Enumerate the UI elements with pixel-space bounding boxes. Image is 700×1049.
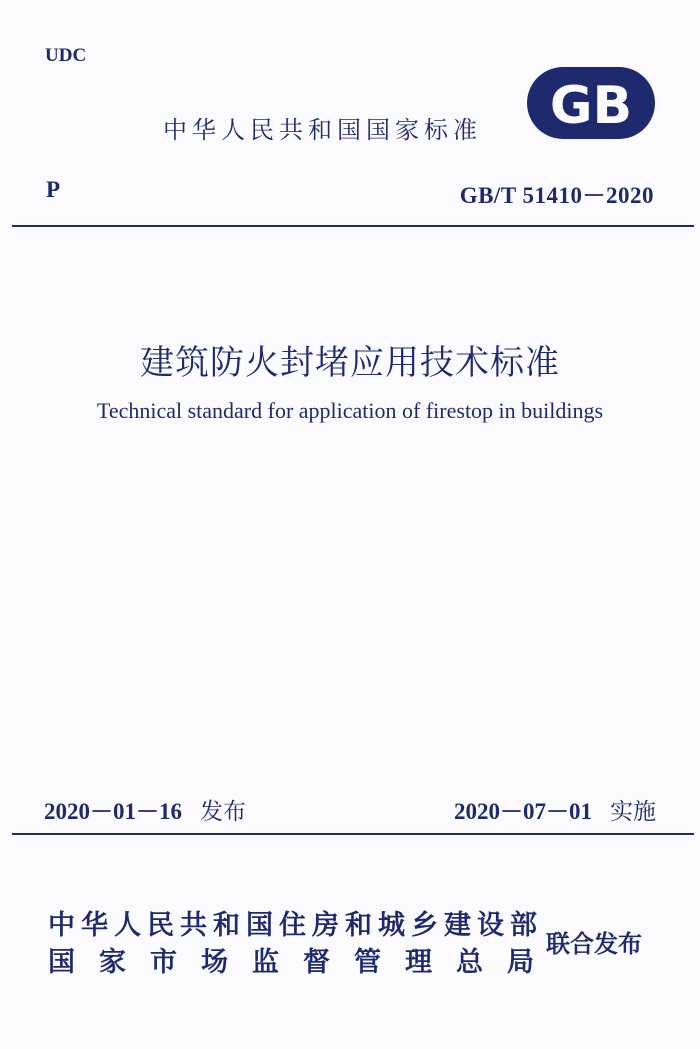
standard-number: GB/T 51410－2020 bbox=[459, 183, 654, 208]
joint-issue-label: 联合发布 bbox=[546, 930, 642, 958]
issue-date-block bbox=[44, 793, 246, 826]
national-standard-heading: 中华人民共和国国家标准 bbox=[163, 116, 482, 144]
effective-date: 2020－07－01 bbox=[454, 799, 592, 824]
issue-date: 2020－01－16 bbox=[44, 799, 182, 824]
bottom-divider bbox=[12, 833, 694, 835]
title-chinese: 建筑防火封堵应用技术标准 bbox=[140, 343, 560, 383]
effective-label: 实施 bbox=[610, 799, 656, 825]
classification-code: P bbox=[46, 177, 61, 202]
gb-logo bbox=[526, 66, 656, 140]
title-english: Technical standard for application of firestop in buildings bbox=[96, 398, 604, 423]
gb-logo-text: GB bbox=[549, 76, 633, 136]
issue-label: 发布 bbox=[200, 799, 246, 825]
top-divider bbox=[12, 225, 694, 227]
issuer-ministry: 中华人民共和国住房和城乡建设部 bbox=[48, 910, 543, 941]
effective-date-block bbox=[454, 793, 656, 826]
issuer-administration: 国家市场监督管理总局 bbox=[48, 947, 558, 978]
udc-label: UDC bbox=[45, 45, 87, 66]
